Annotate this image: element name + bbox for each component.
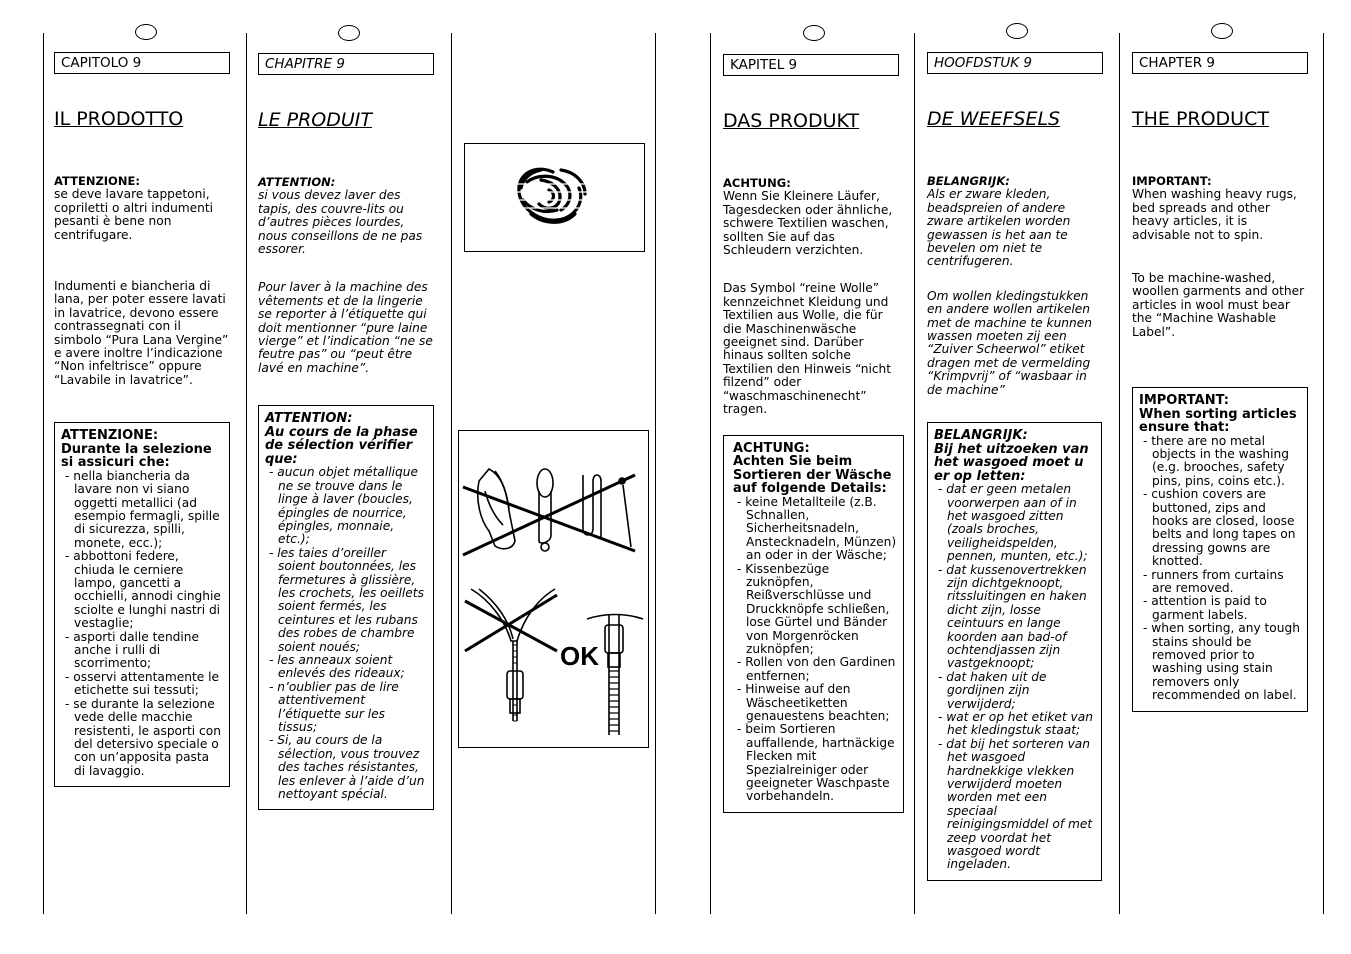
column-rule xyxy=(914,33,915,914)
language-marker xyxy=(1006,23,1028,39)
list-item: - osservi attentamente le etichette sui tessuti; xyxy=(65,669,220,698)
note-text: Wenn Sie Kleinere Läufer, Tagesdecken oder ähnliche, schwere Textilien waschen, sollten Sie auf das Schleudern verzichten. xyxy=(723,189,893,258)
note-paragraph xyxy=(54,175,230,242)
language-marker xyxy=(803,25,825,41)
note-paragraph xyxy=(1132,175,1308,242)
list-item: - les taies d’oreiller soient boutonnées, les fermetures à glissière, les crochets, les oeillets soient fermés, les ceintures et les rubans des robes de chambre soient noués; xyxy=(269,545,424,654)
box-heading: ATTENTION: xyxy=(265,411,353,427)
list-item: - les anneaux soient enlevés des rideaux; xyxy=(269,652,405,681)
note-text: When washing heavy rugs, bed spreads and other heavy articles, it is advisable not to spin. xyxy=(1132,187,1297,242)
warning-box xyxy=(723,435,904,813)
list-item: - se durante la selezione vede delle macchie resistenti, le asporti con del detersivo speciale o con un’apposita pasta di lavaggio. xyxy=(65,696,221,778)
column-rule xyxy=(1323,33,1324,914)
note-heading: IMPORTANT: xyxy=(1132,174,1212,188)
wool-paragraph: To be machine-washed, woollen garments and other articles in wool must bear the “Machine Washable Label”. xyxy=(1132,271,1305,339)
list-item: - dat haken uit de gordijnen zijn verwijderd; xyxy=(938,669,1047,711)
box-heading: IMPORTANT: xyxy=(1139,393,1229,409)
box-heading: ACHTUNG: xyxy=(733,440,810,456)
box-heading: BELANGRIJK: xyxy=(934,428,1028,444)
section-title: IL PRODOTTO xyxy=(54,108,184,130)
box-subheading: Achten Sie beim Sortieren der Wäsche auf folgende Details: xyxy=(733,454,892,496)
box-subheading: Durante la selezione si assicuri che: xyxy=(61,441,212,471)
ok-label: OK xyxy=(560,641,599,671)
note-heading: ACHTUNG: xyxy=(723,176,791,190)
section-title: LE PRODUIT xyxy=(258,109,372,131)
sorting-figure xyxy=(458,430,649,748)
list-item: - abbottoni federe, chiuda le cerniere lampo, gancetti a occhielli, annodi cinghie sciolte e lunghi nastri di vestaglie; xyxy=(65,549,221,631)
column-rule xyxy=(43,33,44,914)
warning-box xyxy=(54,422,230,787)
note-heading: ATTENZIONE: xyxy=(54,174,140,188)
pure-wool-icon xyxy=(465,144,644,251)
list-item: - nella biancheria da lavare non vi siano oggetti metallici (ad esempio fermagli, spille di sicurezza, spilli, monete, ecc.); xyxy=(65,468,220,550)
section-title: THE PRODUCT xyxy=(1132,108,1269,130)
list-item: - wat er op het etiket van het kledingstuk staat; xyxy=(938,710,1093,738)
box-heading: ATTENZIONE: xyxy=(61,428,159,444)
note-heading: ATTENTION: xyxy=(258,175,336,189)
section-title: DAS PRODUKT xyxy=(723,110,860,132)
column-french xyxy=(258,53,434,810)
list-item: - there are no metal objects in the washing (e.g. brooches, safety pins, pins, coins etc.). xyxy=(1143,433,1289,488)
column-german xyxy=(723,54,899,813)
list-item: - Si, au cours de la sélection, vous trouvez des taches résistantes, les enlever à l’aide d’un nettoyant spécial. xyxy=(269,733,425,802)
metal-objects-crossed-icon xyxy=(459,451,648,581)
box-subheading: When sorting articles ensure that: xyxy=(1139,406,1297,436)
list-item: - Rollen von den Gardinen entfernen; xyxy=(737,655,896,683)
wool-symbol-figure xyxy=(464,143,645,252)
wool-paragraph: Pour laver à la machine des vêtements et de la lingerie se reporter à l’étiquette qui doit mentionner “pure laine vierge” et l’indication “ne se feutre pas” ou “peut être lavé en machine”. xyxy=(258,280,433,375)
chapter-label: KAPITEL 9 xyxy=(723,54,899,76)
list-item: - dat er geen metalen voorwerpen aan of in het wasgoed zitten (zoals broches, veiligheidspelden, pennen, munten, etc.); xyxy=(938,482,1088,564)
note-text: Als er zware kleden, beadspreien of andere zware artikelen worden gewassen is het aan te bevelen om niet te centrifugeren. xyxy=(927,187,1071,269)
list-item: - n’oublier pas de lire attentivement l’étiquette sur les tissus; xyxy=(269,679,399,734)
column-rule xyxy=(1119,33,1120,914)
warning-box xyxy=(258,405,434,810)
chapter-label: HOOFDSTUK 9 xyxy=(927,52,1103,74)
warning-box xyxy=(927,422,1102,881)
language-marker xyxy=(1211,23,1233,39)
list-item: - cushion covers are buttoned, zips and hooks are closed, loose belts and long tapes on dressing gowns are knotted. xyxy=(1143,487,1296,569)
zipper-open-crossed-icon xyxy=(461,581,561,741)
chapter-label: CAPITOLO 9 xyxy=(54,52,230,74)
wool-paragraph: Indumenti e biancheria di lana, per poter essere lavati in lavatrice, devono essere contrassegnati con il simbolo “Pura Lana Vergine” e avere inoltre l’indicazione “Non infeltrisce” oppure “Lavabile in lavatrice”. xyxy=(54,279,229,387)
column-rule xyxy=(710,33,711,914)
note-paragraph xyxy=(723,177,899,257)
warning-box xyxy=(1132,387,1308,712)
note-text: se deve lavare tappetoni, copriletti o altri indumenti pesanti è bene non centrifugare. xyxy=(54,187,214,242)
list-item: - asporti dalle tendine anche i rulli di scorrimento; xyxy=(65,629,200,671)
note-heading: BELANGRIJK: xyxy=(927,174,1010,188)
note-paragraph xyxy=(927,175,1103,269)
column-italian xyxy=(54,52,230,787)
column-rule xyxy=(246,33,247,914)
section-title: DE WEEFSELS xyxy=(927,108,1061,130)
list-item: - runners from curtains are removed. xyxy=(1143,567,1284,596)
list-item: - keine Metallteile (z.B. Schnallen, Sicherheitsnadeln, Anstecknadeln, Münzen) an oder in der Wäsche; xyxy=(737,494,897,563)
list-item: - Hinweise auf den Wäscheetiketten genauestens beachten; xyxy=(737,682,890,723)
note-text: si vous devez laver des tapis, des couvre-lits ou d’autres pièces lourdes, nous conseillons de ne pas essorer. xyxy=(258,188,423,257)
chapter-label: CHAPTER 9 xyxy=(1132,52,1308,74)
chapter-label: CHAPITRE 9 xyxy=(258,53,434,75)
list-item: - dat bij het sorteren van het wasgoed hardnekkige vlekken verwijderd moeten worden met een speciaal reinigingsmiddel of met zeep voordat het wasgoed wordt ingeladen. xyxy=(938,736,1093,872)
list-item: - Kissenbezüge zuknöpfen, Reißverschlüsse und Druckknöpfe schließen, lose Gürtel und Bänder von Morgenröcken zuknöpfen; xyxy=(737,561,890,656)
wool-paragraph: Das Symbol “reine Wolle” kennzeichnet Kleidung und Textilien aus Wolle, die für die Maschinenwäsche geeignet sind. Darüber hinaus sollten solche Textilien den Hinweis “nicht filzend” oder “waschmaschinenecht” tragen. xyxy=(723,281,892,417)
zipper-closed-ok-icon xyxy=(585,605,645,745)
box-subheading: Au cours de la phase de sélection vérifier que: xyxy=(265,424,418,467)
list-item: - aucun objet métallique ne se trouve dans le linge à laver (boucles, épingles de nourrice, épingles, monnaie, etc.); xyxy=(269,465,418,547)
language-marker xyxy=(135,24,157,40)
wool-paragraph: Om wollen kledingstukken en andere wollen artikelen met de machine te kunnen wassen moeten zij een “Zuiver Scheerwol” etiket dragen met de vermelding “Krimpvrij” of “wasbaar in de machine” xyxy=(927,288,1092,397)
list-item: - dat kussenovertrekken zijn dichtgeknoopt, ritssluitingen en haken dicht zijn, losse ceintuurs en lange koorden aan bad-of ochtendjassen zijn vastgeknoopt; xyxy=(938,562,1087,671)
list-item: - attention is paid to garment labels. xyxy=(1143,594,1267,622)
column-rule xyxy=(655,33,656,914)
column-dutch xyxy=(927,52,1103,881)
note-paragraph xyxy=(258,176,434,256)
list-item: - when sorting, any tough stains should be removed prior to washing using stain removers only recommended on label. xyxy=(1143,621,1300,703)
list-item: - beim Sortieren auffallende, hartnäckige Flecken mit Spezialreiniger oder geeigneter Waschpaste vorbehandeln. xyxy=(737,722,895,804)
box-subheading: Bij het uitzoeken van het wasgoed moet u er op letten: xyxy=(934,441,1089,484)
column-english xyxy=(1132,52,1308,712)
language-marker xyxy=(338,25,360,41)
column-rule xyxy=(451,33,452,914)
